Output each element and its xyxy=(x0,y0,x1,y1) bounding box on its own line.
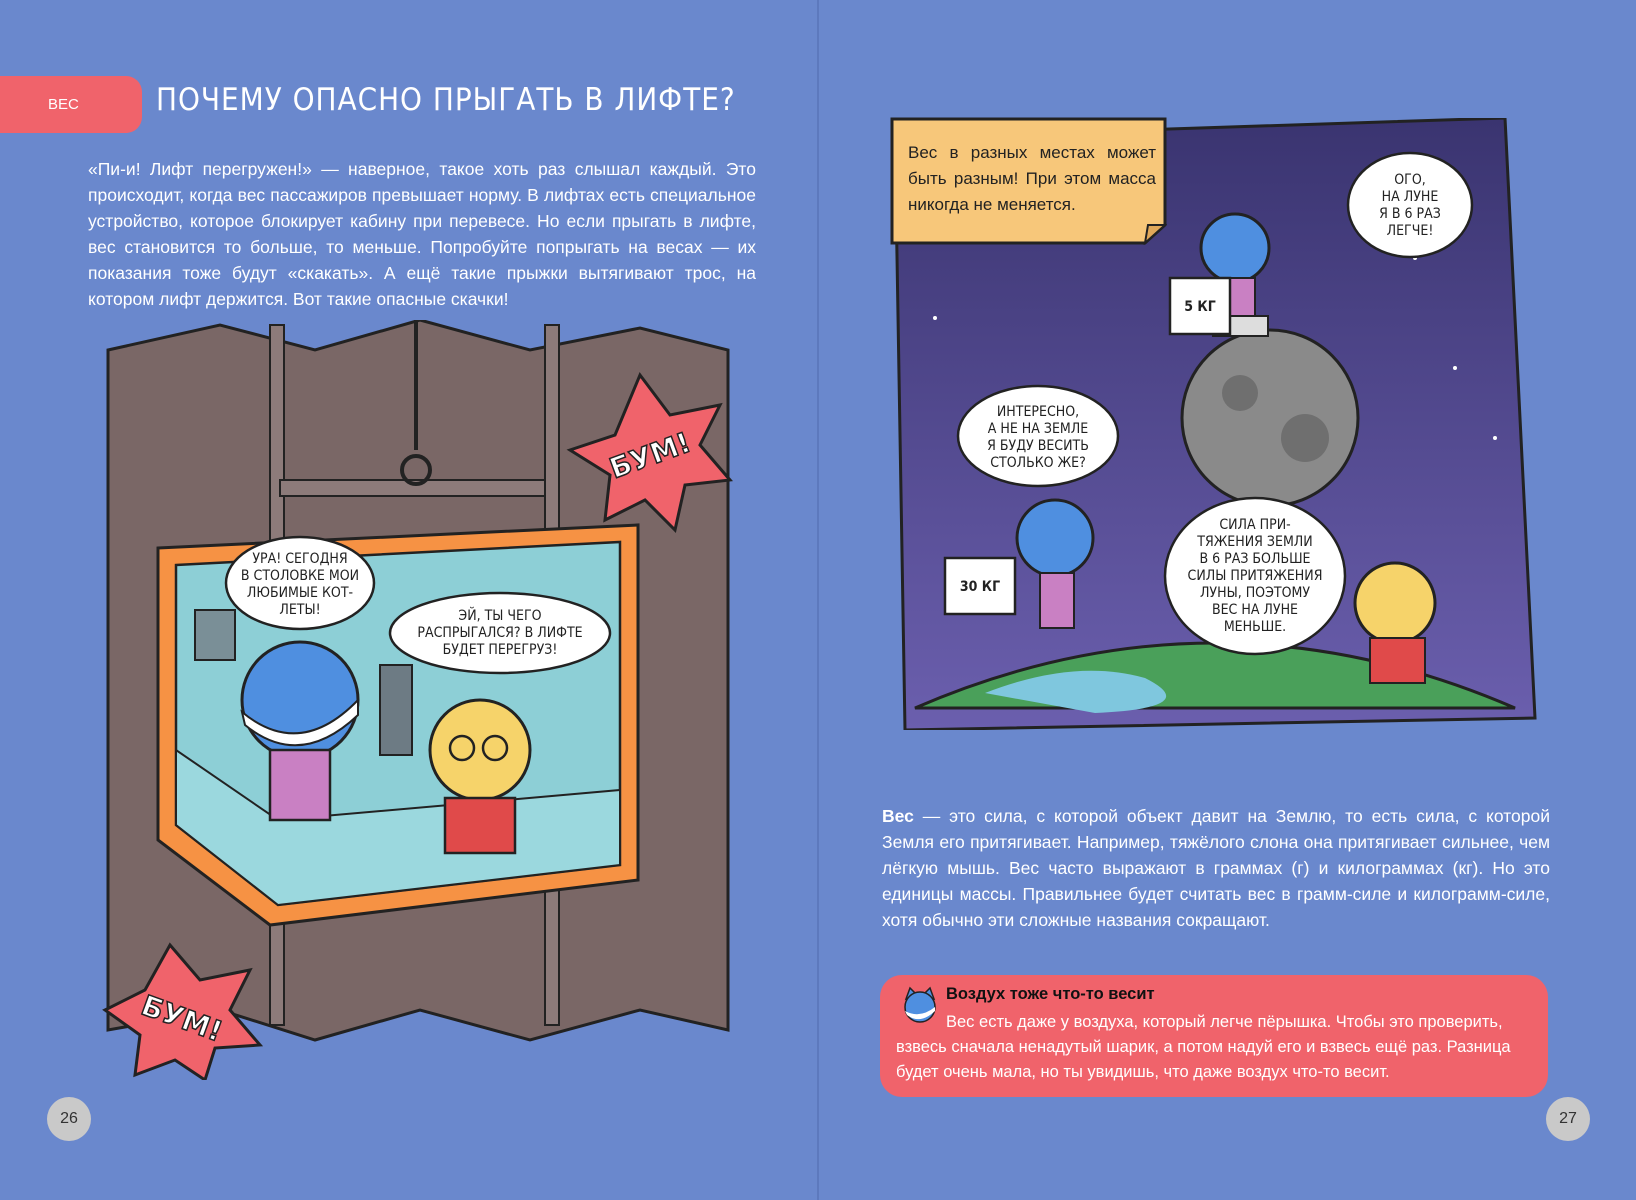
page-number-left: 26 xyxy=(47,1097,91,1141)
bubble-dog-r-line-3: В 6 РАЗ БОЛЬШЕ xyxy=(1199,551,1311,567)
callout-title: Воздух тоже что-то весит xyxy=(946,985,1155,1003)
bubble-dog-r-line-4: СИЛЫ ПРИТЯЖЕНИЯ xyxy=(1187,568,1323,584)
body-paragraph xyxy=(882,803,1550,933)
bubble-dog-r-line-5: ЛУНЫ, ПОЭТОМУ xyxy=(1199,585,1311,601)
bubble-dog-r-line-6: ВЕС НА ЛУНЕ xyxy=(1211,602,1299,618)
body-term: Вес xyxy=(882,806,914,826)
bubble-moon-cat-line-3: Я В 6 РАЗ xyxy=(1379,206,1441,222)
bubble-earth-cat-line-4: СТОЛЬКО ЖЕ? xyxy=(990,455,1086,471)
label-earth-weight: 30 КГ xyxy=(959,579,1001,595)
body-definition: — это сила, с которой объект давит на Землю, то есть сила, с которой Земля его притягивает. Например, тяжёлого слона она притягивает сильнее, чем лёгкую мышь. Вес часто выражают в граммах (г) и килограммах (кг). Но это единицы массы. Правильнее будет считать вес в грамм-силе и килограмм-силе, хотя обычно эти сложные названия сокращают. xyxy=(882,806,1550,930)
bubble-earth-cat-line-1: ИНТЕРЕСНО, xyxy=(996,404,1080,420)
bubble-moon-cat-line-4: ЛЕГЧЕ! xyxy=(1386,223,1434,239)
section-tag: ВЕС xyxy=(0,76,142,133)
intro-paragraph: «Пи-и! Лифт перегружен!» — наверное, такое хоть раз слышал каждый. Это происходит, когда вес пассажиров превышает норму. В лифтах есть специальное устройство, которое блокирует кабину при перевесе. Но если прыгать в лифте, вес становится то больше, то меньше. Попробуйте попрыгать на весах — их показания тоже будут «скакать». А ещё такие прыжки вытягивают трос, на котором лифт держится. Вот такие опасные скачки! xyxy=(88,159,756,309)
bubble-cat-line-1: УРА! СЕГОДНЯ xyxy=(252,551,348,567)
page-title: ПОЧЕМУ ОПАСНО ПРЫГАТЬ В ЛИФТЕ? xyxy=(156,82,736,118)
bubble-dog-line-1: ЭЙ, ТЫ ЧЕГО xyxy=(458,608,542,624)
bubble-dog-r-line-1: СИЛА ПРИ- xyxy=(1219,517,1291,533)
bubble-cat-line-2: В СТОЛОВКЕ МОИ xyxy=(240,568,360,584)
bubble-cat-line-4: ЛЕТЫ! xyxy=(279,602,321,618)
elevator-comic-illustration xyxy=(100,320,740,1080)
callout-text: Вес есть даже у воздуха, который легче пёрышка. Чтобы это проверить, взвесь сначала ненадутый шарик, а потом надуй его и взвесь ещё раз. Разница будет очень мала, но ты увидишь, что даже воздух что-то весит. xyxy=(896,1013,1511,1081)
label-moon-weight: 5 КГ xyxy=(1184,299,1216,315)
sfx-top: БУМ! xyxy=(605,425,696,486)
bubble-moon-cat-line-2: НА ЛУНЕ xyxy=(1381,189,1439,205)
page-gutter xyxy=(817,0,819,1200)
bubble-earth-cat-line-3: Я БУДУ ВЕСИТЬ xyxy=(987,438,1089,454)
bubble-earth-cat-line-2: А НЕ НА ЗЕМЛЕ xyxy=(987,421,1089,437)
sfx-bottom: БУМ! xyxy=(136,988,227,1049)
page-number-right: 27 xyxy=(1546,1097,1590,1141)
bubble-dog-r-line-2: ТЯЖЕНИЯ ЗЕМЛИ xyxy=(1197,534,1313,550)
note-text: Вес в разных местах может быть разным! При этом масса никогда не меняется. xyxy=(908,143,1156,214)
bubble-moon-cat-line-1: ОГО, xyxy=(1394,172,1426,188)
bubble-dog-line-3: БУДЕТ ПЕРЕГРУЗ! xyxy=(442,642,558,658)
bubble-dog-line-2: РАСПРЫГАЛСЯ? В ЛИФТЕ xyxy=(417,625,583,641)
bubble-cat-line-3: ЛЮБИМЫЕ КОТ- xyxy=(246,585,354,601)
bubble-dog-r-line-7: МЕНЬШЕ. xyxy=(1223,619,1287,635)
